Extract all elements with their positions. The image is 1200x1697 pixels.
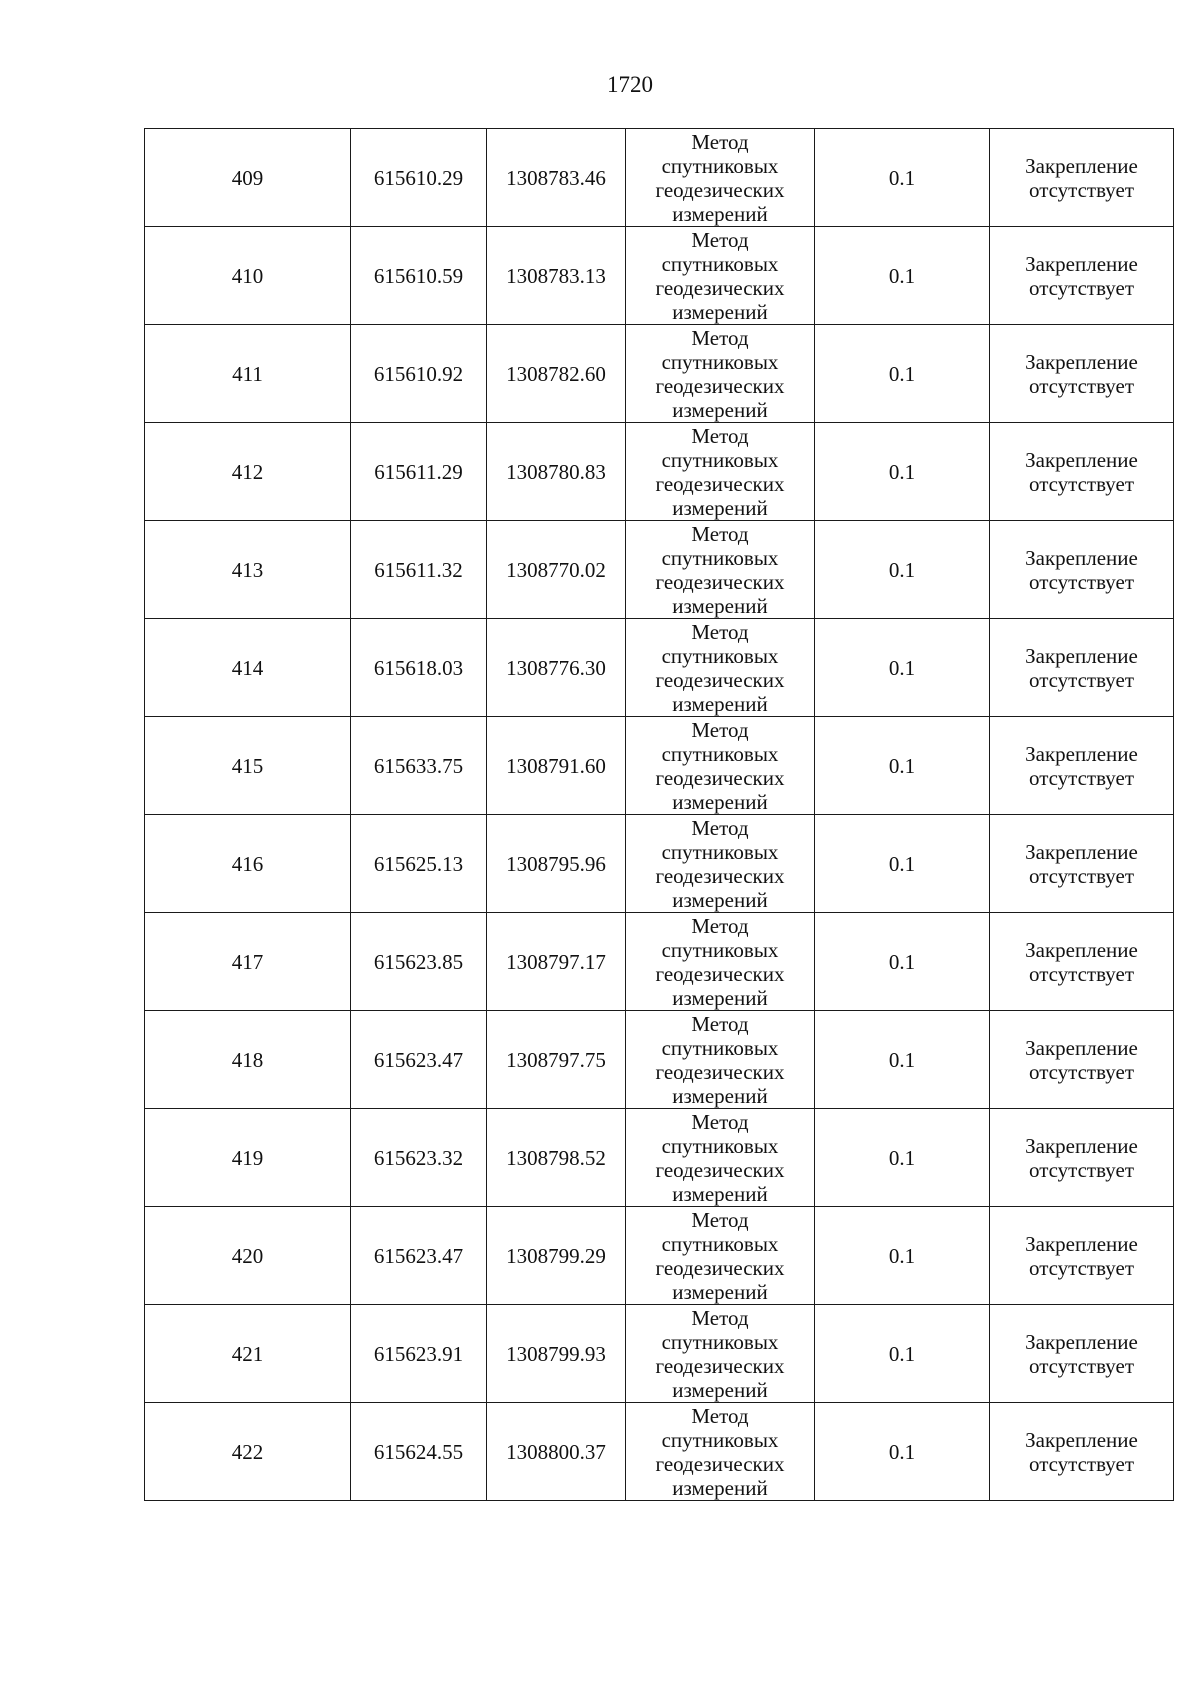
method-cell-line: измерений — [672, 1181, 768, 1206]
y-coordinate-cell: 1308800.37 — [487, 1403, 626, 1501]
method-cell-line: измерений — [672, 985, 768, 1010]
fixation-cell — [990, 619, 1174, 717]
point-number-cell: 415 — [145, 717, 351, 815]
fixation-cell-line: Закрепление — [1025, 447, 1138, 472]
method-cell-line: спутниковых — [661, 839, 779, 864]
y-coordinate-cell: 1308791.60 — [487, 717, 626, 815]
method-cell-line: Метод — [691, 1109, 749, 1134]
y-coordinate-cell: 1308797.17 — [487, 913, 626, 1011]
fixation-cell — [990, 1207, 1174, 1305]
fixation-cell-line: отсутствует — [1028, 177, 1135, 202]
y-coordinate-cell: 1308795.96 — [487, 815, 626, 913]
method-cell — [626, 1305, 815, 1403]
method-cell-line: измерений — [672, 887, 768, 912]
point-number-cell: 420 — [145, 1207, 351, 1305]
method-cell-line: геодезических — [655, 1157, 785, 1182]
y-coordinate-cell: 1308782.60 — [487, 325, 626, 423]
y-coordinate-cell: 1308776.30 — [487, 619, 626, 717]
table-row — [145, 227, 1174, 325]
method-cell — [626, 129, 815, 227]
x-coordinate-cell: 615633.75 — [351, 717, 487, 815]
point-number-cell: 421 — [145, 1305, 351, 1403]
fixation-cell-line: Закрепление — [1025, 1035, 1138, 1060]
x-coordinate-cell: 615624.55 — [351, 1403, 487, 1501]
x-coordinate-cell: 615610.92 — [351, 325, 487, 423]
method-cell-line: геодезических — [655, 765, 785, 790]
table-row — [145, 1305, 1174, 1403]
method-cell-line: Метод — [691, 129, 749, 154]
accuracy-cell: 0.1 — [815, 1011, 990, 1109]
x-coordinate-cell: 615625.13 — [351, 815, 487, 913]
method-cell-line: Метод — [691, 1207, 749, 1232]
method-cell-line: измерений — [672, 789, 768, 814]
method-cell-line: спутниковых — [661, 937, 779, 962]
fixation-cell-line: отсутствует — [1028, 373, 1135, 398]
method-cell-line: спутниковых — [661, 1427, 779, 1452]
method-cell-line: Метод — [691, 619, 749, 644]
fixation-cell-line: Закрепление — [1025, 153, 1138, 178]
method-cell-line: геодезических — [655, 667, 785, 692]
fixation-cell-line: отсутствует — [1028, 569, 1135, 594]
method-cell-line: спутниковых — [661, 153, 779, 178]
fixation-cell-line: отсутствует — [1028, 667, 1135, 692]
method-cell-line: спутниковых — [661, 545, 779, 570]
method-cell — [626, 1109, 815, 1207]
table-row — [145, 1011, 1174, 1109]
coordinates-table — [144, 128, 1174, 1501]
method-cell — [626, 815, 815, 913]
fixation-cell-line: Закрепление — [1025, 1329, 1138, 1354]
fixation-cell-line: Закрепление — [1025, 1133, 1138, 1158]
point-number-cell: 422 — [145, 1403, 351, 1501]
table-row — [145, 619, 1174, 717]
fixation-cell — [990, 423, 1174, 521]
table-row — [145, 129, 1174, 227]
x-coordinate-cell: 615610.29 — [351, 129, 487, 227]
fixation-cell-line: Закрепление — [1025, 349, 1138, 374]
x-coordinate-cell: 615623.32 — [351, 1109, 487, 1207]
method-cell-line: геодезических — [655, 275, 785, 300]
method-cell-line: Метод — [691, 325, 749, 350]
fixation-cell-line: отсутствует — [1028, 1059, 1135, 1084]
method-cell-line: Метод — [691, 1305, 749, 1330]
method-cell-line: спутниковых — [661, 1231, 779, 1256]
x-coordinate-cell: 615611.32 — [351, 521, 487, 619]
table-row — [145, 1403, 1174, 1501]
method-cell-line: геодезических — [655, 1255, 785, 1280]
table-row — [145, 423, 1174, 521]
method-cell-line: Метод — [691, 227, 749, 252]
x-coordinate-cell: 615623.91 — [351, 1305, 487, 1403]
fixation-cell-line: отсутствует — [1028, 471, 1135, 496]
method-cell-line: Метод — [691, 815, 749, 840]
method-cell-line: геодезических — [655, 471, 785, 496]
accuracy-cell: 0.1 — [815, 717, 990, 815]
method-cell — [626, 521, 815, 619]
method-cell-line: геодезических — [655, 863, 785, 888]
fixation-cell — [990, 1305, 1174, 1403]
method-cell — [626, 1403, 815, 1501]
fixation-cell — [990, 325, 1174, 423]
fixation-cell-line: Закрепление — [1025, 937, 1138, 962]
method-cell-line: Метод — [691, 521, 749, 546]
method-cell — [626, 423, 815, 521]
method-cell-line: Метод — [691, 913, 749, 938]
fixation-cell — [990, 1011, 1174, 1109]
point-number-cell: 413 — [145, 521, 351, 619]
y-coordinate-cell: 1308798.52 — [487, 1109, 626, 1207]
y-coordinate-cell: 1308783.46 — [487, 129, 626, 227]
table-row — [145, 815, 1174, 913]
coordinates-table-body — [145, 129, 1174, 1501]
method-cell-line: геодезических — [655, 961, 785, 986]
method-cell-line: спутниковых — [661, 1329, 779, 1354]
point-number-cell: 414 — [145, 619, 351, 717]
method-cell-line: измерений — [672, 397, 768, 422]
accuracy-cell: 0.1 — [815, 129, 990, 227]
fixation-cell-line: отсутствует — [1028, 1353, 1135, 1378]
fixation-cell-line: Закрепление — [1025, 1231, 1138, 1256]
method-cell-line: измерений — [672, 1083, 768, 1108]
fixation-cell — [990, 521, 1174, 619]
fixation-cell — [990, 1403, 1174, 1501]
fixation-cell — [990, 1109, 1174, 1207]
fixation-cell-line: отсутствует — [1028, 1255, 1135, 1280]
fixation-cell-line: Закрепление — [1025, 741, 1138, 766]
point-number-cell: 418 — [145, 1011, 351, 1109]
accuracy-cell: 0.1 — [815, 815, 990, 913]
y-coordinate-cell: 1308799.29 — [487, 1207, 626, 1305]
method-cell-line: спутниковых — [661, 741, 779, 766]
method-cell — [626, 913, 815, 1011]
fixation-cell — [990, 129, 1174, 227]
method-cell-line: геодезических — [655, 1451, 785, 1476]
method-cell — [626, 1207, 815, 1305]
y-coordinate-cell: 1308799.93 — [487, 1305, 626, 1403]
point-number-cell: 409 — [145, 129, 351, 227]
table-row — [145, 1207, 1174, 1305]
page-number: 1720 — [607, 72, 653, 97]
method-cell-line: геодезических — [655, 177, 785, 202]
fixation-cell — [990, 815, 1174, 913]
method-cell-line: измерений — [672, 1279, 768, 1304]
point-number-cell: 410 — [145, 227, 351, 325]
y-coordinate-cell: 1308770.02 — [487, 521, 626, 619]
fixation-cell-line: отсутствует — [1028, 275, 1135, 300]
fixation-cell-line: отсутствует — [1028, 863, 1135, 888]
method-cell-line: измерений — [672, 691, 768, 716]
method-cell — [626, 717, 815, 815]
method-cell-line: геодезических — [655, 569, 785, 594]
method-cell-line: измерений — [672, 1475, 768, 1500]
point-number-cell: 416 — [145, 815, 351, 913]
accuracy-cell: 0.1 — [815, 1207, 990, 1305]
method-cell — [626, 227, 815, 325]
fixation-cell-line: отсутствует — [1028, 1451, 1135, 1476]
method-cell-line: Метод — [691, 717, 749, 742]
method-cell-line: геодезических — [655, 1059, 785, 1084]
method-cell-line: Метод — [691, 423, 749, 448]
table-row — [145, 913, 1174, 1011]
point-number-cell: 412 — [145, 423, 351, 521]
method-cell-line: спутниковых — [661, 447, 779, 472]
y-coordinate-cell: 1308783.13 — [487, 227, 626, 325]
point-number-cell: 417 — [145, 913, 351, 1011]
accuracy-cell: 0.1 — [815, 227, 990, 325]
method-cell-line: измерений — [672, 593, 768, 618]
x-coordinate-cell: 615623.47 — [351, 1011, 487, 1109]
fixation-cell-line: отсутствует — [1028, 1157, 1135, 1182]
x-coordinate-cell: 615618.03 — [351, 619, 487, 717]
x-coordinate-cell: 615610.59 — [351, 227, 487, 325]
x-coordinate-cell: 615623.85 — [351, 913, 487, 1011]
method-cell-line: спутниковых — [661, 643, 779, 668]
point-number-cell: 411 — [145, 325, 351, 423]
method-cell-line: спутниковых — [661, 1035, 779, 1060]
accuracy-cell: 0.1 — [815, 1403, 990, 1501]
accuracy-cell: 0.1 — [815, 619, 990, 717]
table-row — [145, 1109, 1174, 1207]
table-row — [145, 521, 1174, 619]
accuracy-cell: 0.1 — [815, 325, 990, 423]
fixation-cell-line: Закрепление — [1025, 251, 1138, 276]
fixation-cell-line: Закрепление — [1025, 545, 1138, 570]
point-number-cell: 419 — [145, 1109, 351, 1207]
x-coordinate-cell: 615611.29 — [351, 423, 487, 521]
table-row — [145, 325, 1174, 423]
fixation-cell-line: отсутствует — [1028, 961, 1135, 986]
fixation-cell — [990, 717, 1174, 815]
method-cell-line: спутниковых — [661, 1133, 779, 1158]
method-cell — [626, 325, 815, 423]
method-cell-line: измерений — [672, 495, 768, 520]
fixation-cell — [990, 913, 1174, 1011]
method-cell-line: измерений — [672, 201, 768, 226]
accuracy-cell: 0.1 — [815, 1109, 990, 1207]
method-cell — [626, 1011, 815, 1109]
method-cell — [626, 619, 815, 717]
fixation-cell-line: Закрепление — [1025, 1427, 1138, 1452]
fixation-cell — [990, 227, 1174, 325]
y-coordinate-cell: 1308780.83 — [487, 423, 626, 521]
x-coordinate-cell: 615623.47 — [351, 1207, 487, 1305]
accuracy-cell: 0.1 — [815, 913, 990, 1011]
method-cell-line: спутниковых — [661, 251, 779, 276]
accuracy-cell: 0.1 — [815, 1305, 990, 1403]
method-cell-line: измерений — [672, 299, 768, 324]
method-cell-line: измерений — [672, 1377, 768, 1402]
method-cell-line: спутниковых — [661, 349, 779, 374]
accuracy-cell: 0.1 — [815, 521, 990, 619]
table-row — [145, 717, 1174, 815]
y-coordinate-cell: 1308797.75 — [487, 1011, 626, 1109]
fixation-cell-line: Закрепление — [1025, 839, 1138, 864]
method-cell-line: геодезических — [655, 373, 785, 398]
fixation-cell-line: Закрепление — [1025, 643, 1138, 668]
method-cell-line: Метод — [691, 1403, 749, 1428]
accuracy-cell: 0.1 — [815, 423, 990, 521]
method-cell-line: геодезических — [655, 1353, 785, 1378]
fixation-cell-line: отсутствует — [1028, 765, 1135, 790]
method-cell-line: Метод — [691, 1011, 749, 1036]
